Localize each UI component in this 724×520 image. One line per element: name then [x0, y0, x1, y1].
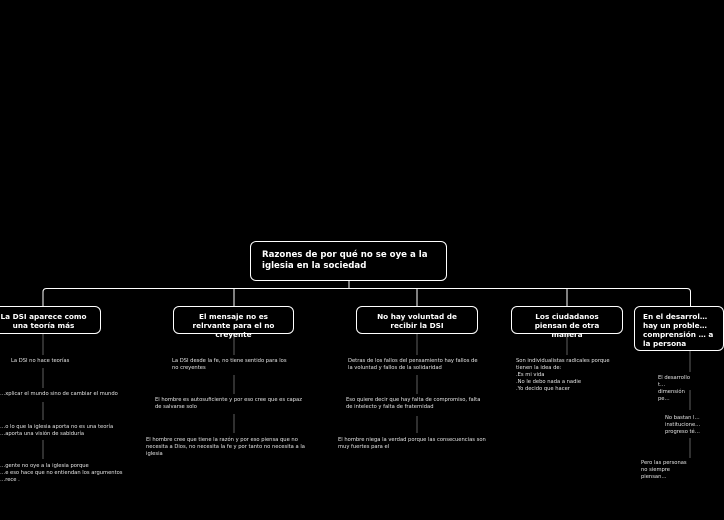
note[interactable]: …xplicar el mundo sino de cambiar el mundo	[0, 391, 118, 397]
branch-dsi-teoria[interactable]: La DSI aparece como una teoría más	[0, 306, 101, 334]
note[interactable]: El desarrollo t… dimensión pe…	[658, 375, 691, 403]
note[interactable]: …o lo que la iglesia aporta no es una teoría …aporta una visión de sabiduría	[0, 424, 114, 438]
note[interactable]: La DSI no hace teorías	[11, 358, 70, 364]
note[interactable]: Eso quiere decir que hay falta de compromiso, falta de intelecto y falta de fraternidad	[346, 397, 481, 411]
branch-desarrollo-persona[interactable]: En el desarrol… hay un proble… comprensión … a la persona	[634, 306, 724, 351]
note[interactable]: …gente no oye a la iglesia porque …e eso hace que no entiendan los argumentos …rece .	[0, 463, 123, 484]
note[interactable]: Son individualistas radicales porque tienen la idea de: .Es mi vida .No le debo nada a nadie .Yo decido que hacer	[516, 358, 610, 393]
central-topic[interactable]: Razones de por qué no se oye a la iglesia en la sociedad	[250, 241, 447, 281]
note[interactable]: El hombre es autosuficiente y por eso cree que es capaz de salvarse solo	[155, 397, 302, 411]
note[interactable]: Pero las personas no siempre piensan…	[641, 460, 687, 481]
note[interactable]: La DSI desde la fe, no tiene sentido para los no creyentes	[172, 358, 287, 372]
note[interactable]: El hombre niega la verdad porque las consecuencias son muy fuertes para el	[338, 437, 486, 451]
note[interactable]: Detras de los fallos del pensamiento hay fallos de la voluntad y fallos de la solidaridad	[348, 358, 478, 372]
branch-no-voluntad[interactable]: No hay voluntad de recibir la DSI	[356, 306, 478, 334]
branch-ciudadanos[interactable]: Los ciudadanos piensan de otra manera	[511, 306, 623, 334]
branch-mensaje-no-relevante[interactable]: El mensaje no es relrvante para el no creyente	[173, 306, 294, 334]
branch-bus	[43, 289, 691, 307]
note[interactable]: El hombre cree que tiene la razón y por eso piensa que no necesita a Dios, no necesita la fe y por tanto no necesita a la iglesia	[146, 437, 305, 458]
note[interactable]: No bastan l… institucione… progreso té…	[665, 415, 701, 436]
